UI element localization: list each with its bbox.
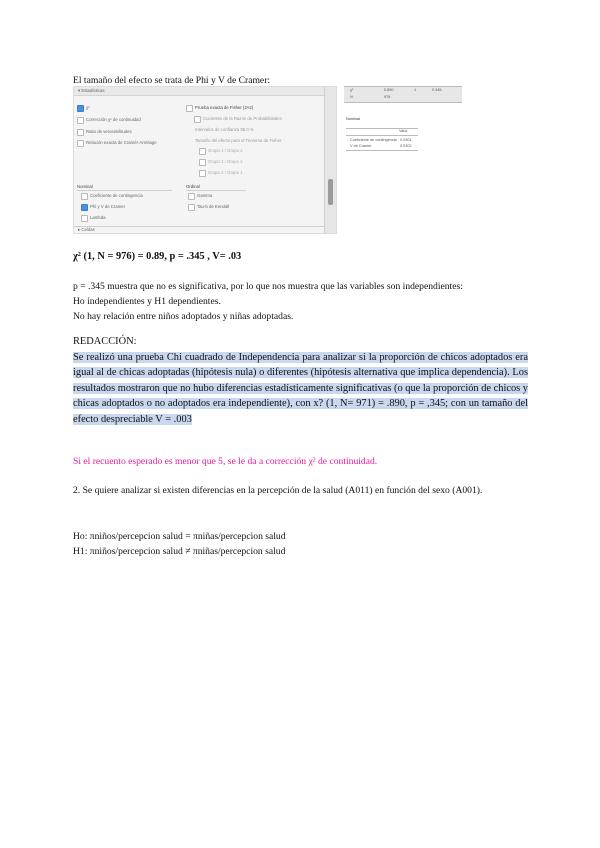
statistics-header-label: ▾ Estadísticas: [78, 88, 105, 93]
scrollbar-thumb[interactable]: [328, 179, 333, 205]
group-option-2-radio[interactable]: [199, 159, 206, 166]
group-option-3-label: Grupo 2 / Grupo 1: [208, 170, 243, 175]
chi-square-row-label: χ²: [350, 88, 354, 92]
chi-square-value: 0.890: [384, 88, 394, 92]
kendall-tau-checkbox[interactable]: [188, 204, 195, 211]
linear-association-checkbox[interactable]: [77, 140, 84, 147]
alternative-hypothesis: H1: πniños/percepcion salud ≠ πniñas/percepcion salud: [73, 546, 286, 557]
continuity-correction-checkbox[interactable]: [77, 117, 84, 124]
nominal-divider: [77, 190, 172, 191]
redaction-title: REDACCIÓN:: [73, 336, 137, 347]
jamovi-results-screenshot: [344, 86, 462, 152]
interpretation-line-3: No hay relación entre niños adoptados y niñas adoptadas.: [73, 311, 294, 322]
continuity-correction-label: Corrección χ² de continuidad: [86, 117, 141, 122]
interpretation-line-2: Ho independientes y H1 dependientes.: [73, 296, 221, 307]
phi-cramer-checkbox[interactable]: [81, 204, 88, 211]
effect-size-heading: El tamaño del efecto se trata de Phi y V de Cramer:: [73, 75, 271, 86]
group-option-3-radio[interactable]: [199, 170, 206, 177]
interpretation-line-1: p = .345 muestra que no es significativa, por lo que nos muestra que las variables son independientes:: [73, 281, 463, 292]
chi-square-df: 1: [414, 88, 417, 92]
results-mid-rule: [344, 102, 462, 103]
chi-square-p: 0.345: [432, 88, 442, 92]
group-option-1-label: Grupo 1 / Grupo 2: [208, 148, 243, 153]
linear-association-label: Relación exacta de Cramér-Armitage: [86, 140, 157, 145]
options-scrollbar[interactable]: [324, 87, 336, 233]
fisher-exact-label: Prueba exacta de Fisher (2×2): [195, 105, 254, 110]
kendall-tau-label: Tau-b de Kendall: [197, 204, 230, 209]
ordinal-divider: [186, 190, 246, 191]
cramer-result-label: V de Cramer: [350, 144, 372, 148]
effect-size-fisher-label: Tamaño del efecto para el Teorema de Fisher: [195, 138, 282, 143]
group-option-2-label: Grupo 1 / Grupo 2: [208, 159, 243, 164]
cells-section-header[interactable]: ▸ Celdas: [78, 227, 95, 232]
redaction-paragraph: [73, 350, 528, 427]
question-2: 2. Se quiere analizar si existen diferencias en la percepción de la salud (A011) en función del sexo (A001).: [73, 485, 483, 496]
nominal-table-header-rule: [346, 135, 418, 136]
redaction-text: Se realizó una prueba Chi cuadrado de Independencia para analizar si la proporción de chicos adoptados era igual al de chicas adoptadas (hipótesis nula) o diferentes (hipótesis alternativa que implica dependencia). Los resultados mostraron que no hubo diferencias estadísticamente significativas (o que la proporción de chicos y chicas adoptados o no adoptados era independiente), con x? (1, N= 971) = .890, p = ,345; con un tamaño del efecto despreciable V = .003: [73, 352, 528, 425]
odds-ratio-checkbox[interactable]: [194, 116, 201, 123]
n-row-value: 976: [384, 95, 391, 99]
lambda-checkbox[interactable]: [81, 215, 88, 222]
value-column-header: Valor: [399, 129, 408, 133]
confidence-interval-label: Intervalos de confianza 95.0 %: [195, 127, 254, 132]
chi-square-table-shade: [344, 86, 462, 102]
odds-ratio-label: Cocientes de la Razón de Probabilidades: [203, 116, 282, 121]
contingency-result-value: 0.0301: [400, 138, 412, 142]
cells-divider: [74, 226, 324, 227]
n-row-label: N: [350, 95, 353, 99]
fisher-exact-checkbox[interactable]: [186, 105, 193, 112]
gamma-label: Gamma: [197, 193, 213, 198]
contingency-coefficient-label: Coeficiente de contingencia: [90, 193, 143, 198]
cramer-result-value: 0.0302: [400, 144, 412, 148]
chi-square-result-line: χ² (1, N = 976) = 0.89, p = .345 , V= .03: [73, 251, 242, 262]
chi-square-checkbox[interactable]: [77, 105, 84, 112]
nominal-table-title: Nominal: [346, 117, 360, 121]
likelihood-ratio-checkbox[interactable]: [77, 129, 84, 136]
jamovi-options-screenshot: [73, 86, 337, 234]
group-option-1-radio[interactable]: [199, 148, 206, 155]
likelihood-ratio-label: Ratio de verosimilitudes: [86, 129, 132, 134]
contingency-coefficient-checkbox[interactable]: [81, 193, 88, 200]
lambda-label: Lambda: [90, 215, 106, 220]
nominal-header: Nominal: [77, 184, 93, 189]
null-hypothesis: Ho: πniños/percepcion salud = πniñas/percepcion salud: [73, 531, 286, 542]
statistics-section-header: [74, 87, 324, 96]
gamma-checkbox[interactable]: [188, 193, 195, 200]
contingency-result-label: Coeficiente de contingencia: [350, 138, 397, 142]
results-top-rule: [344, 86, 462, 87]
nominal-table-bottom-rule: [346, 150, 418, 151]
chi-square-label: χ²: [86, 105, 90, 110]
continuity-correction-note: Si el recuento esperado es menor que 5, se le da a corrección χ² de continuidad.: [73, 456, 378, 467]
ordinal-header: Ordinal: [186, 184, 200, 189]
phi-cramer-label: Phi y V de Cramer: [90, 204, 126, 209]
